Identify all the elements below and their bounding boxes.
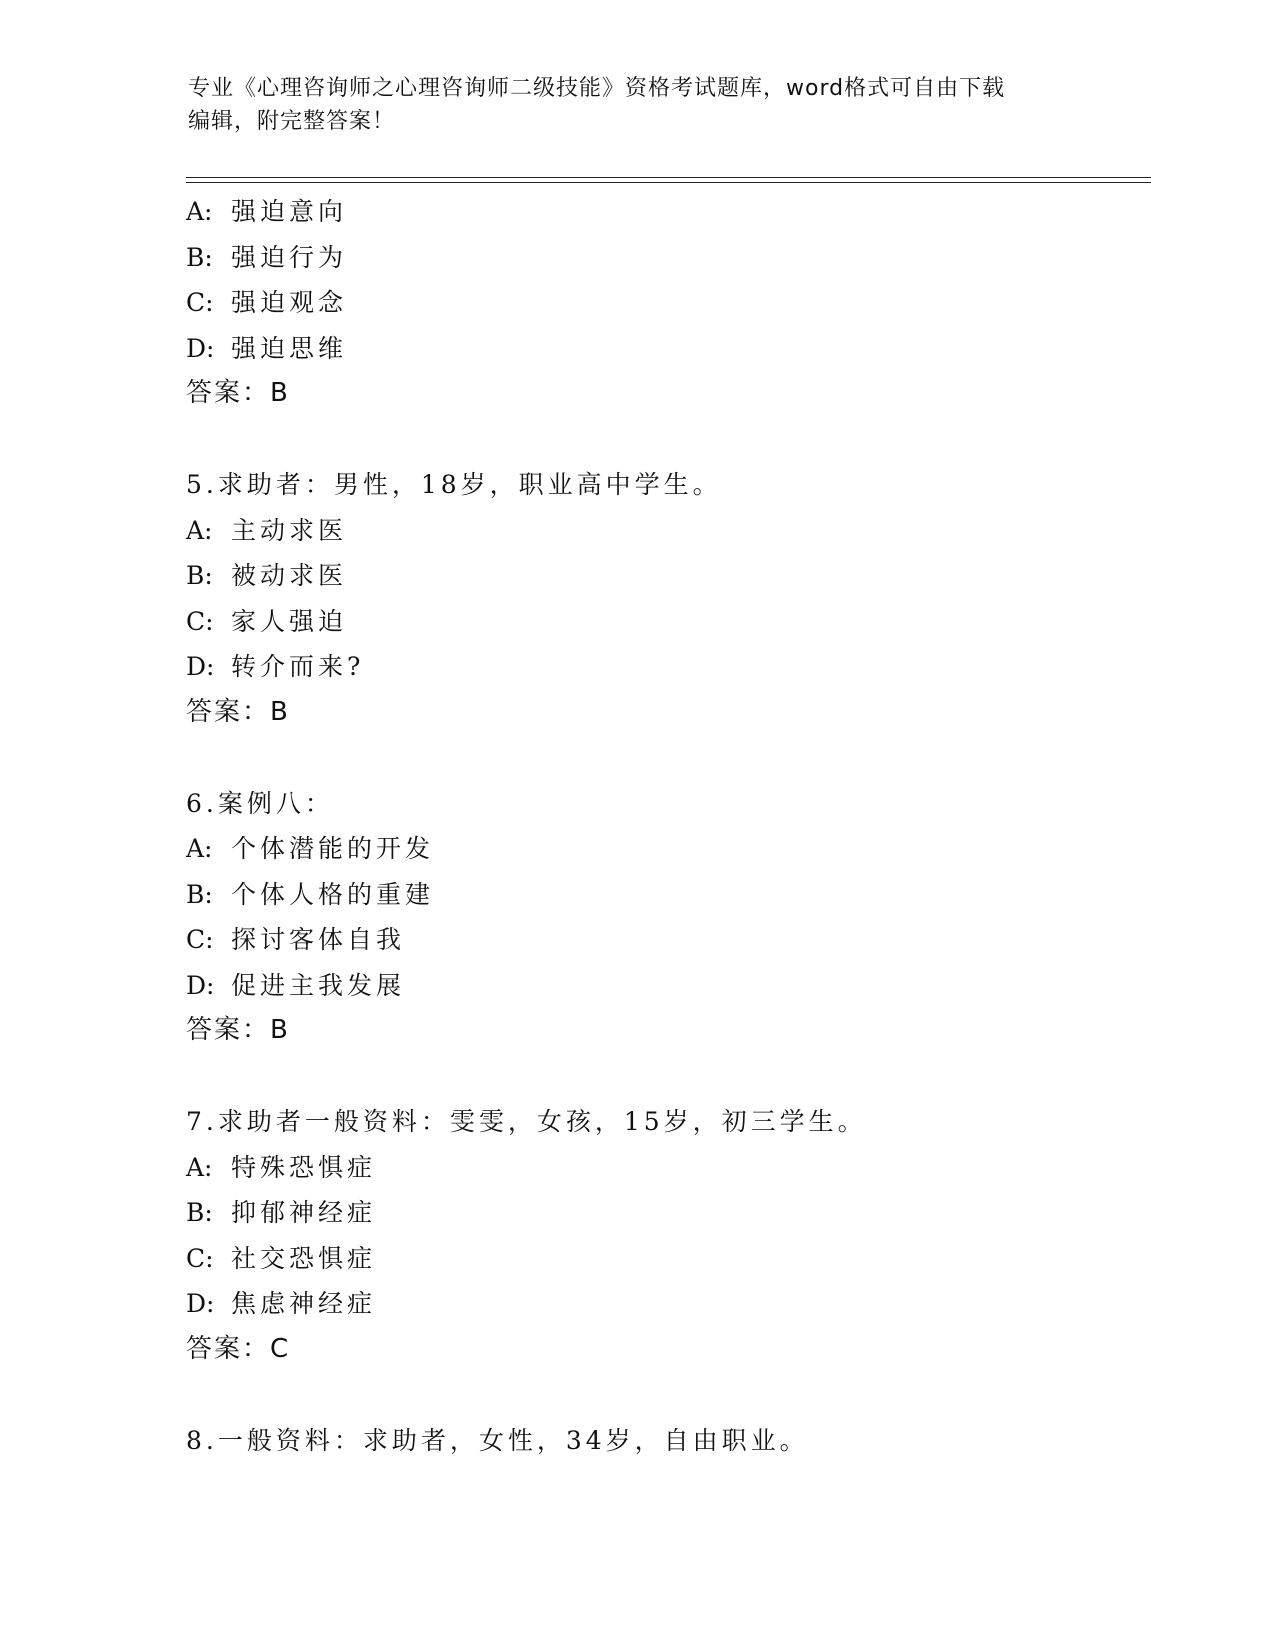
answer-line: 答案：B (186, 1015, 290, 1045)
option-text: 促进主我发展 (231, 970, 406, 1000)
option-b (186, 1190, 1146, 1236)
option-text: 转介而来? (231, 652, 365, 681)
spacer (186, 417, 1146, 463)
option-a (186, 189, 1146, 235)
option-text: 强迫行为 (231, 242, 348, 272)
option-text: 主动求医 (231, 515, 348, 545)
header-line-1: 专业《心理咨询师之心理咨询师二级技能》资格考试题库，word格式可自由下载 (188, 76, 1006, 101)
option-a (186, 508, 1146, 554)
option-a (186, 1145, 1146, 1191)
option-text: 强迫思维 (231, 333, 348, 363)
option-key: C: (186, 288, 214, 317)
option-text: 家人强迫 (231, 606, 348, 636)
question-stem: 6.案例八： (186, 788, 334, 818)
option-text: 被动求医 (231, 561, 348, 590)
option-b (186, 553, 1146, 599)
option-key: B: (186, 242, 213, 272)
spacer (186, 1372, 1146, 1418)
option-c (186, 1236, 1146, 1282)
option-d (186, 1281, 1146, 1327)
question-stem: 7.求助者一般资料：雯雯，女孩，15岁，初三学生。 (186, 1107, 867, 1136)
question-stem: 8.一般资料：求助者，女性，34岁，自由职业。 (186, 1425, 809, 1455)
question-list (186, 189, 1146, 1463)
option-text: 探讨客体自我 (231, 925, 406, 954)
option-text: 特殊恐惧症 (231, 1152, 377, 1182)
option-text: 抑郁神经症 (231, 1198, 377, 1227)
option-d (186, 326, 1146, 372)
option-key: B: (186, 561, 213, 590)
option-key: D: (186, 652, 215, 681)
answer-line: 答案：B (186, 378, 290, 408)
header-divider-top (186, 177, 1151, 178)
option-b (186, 872, 1146, 918)
option-key: D: (186, 1289, 215, 1318)
option-key: D: (186, 333, 215, 363)
option-a (186, 826, 1146, 872)
option-key: A: (186, 515, 213, 545)
option-key: B: (186, 1198, 213, 1227)
option-d (186, 644, 1146, 690)
option-key: C: (186, 606, 214, 636)
spacer (186, 1054, 1146, 1100)
option-key: A: (186, 1152, 213, 1182)
option-b (186, 235, 1146, 281)
option-text: 社交恐惧症 (231, 1243, 377, 1273)
option-text: 个体潜能的开发 (231, 834, 435, 863)
option-key: A: (186, 197, 213, 226)
answer-line: 答案：C (186, 1333, 291, 1364)
option-text: 焦虑神经症 (231, 1289, 377, 1318)
option-text: 个体人格的重建 (231, 879, 435, 909)
question-stem: 5.求助者：男性，18岁，职业高中学生。 (186, 470, 722, 499)
option-text: 强迫意向 (231, 197, 348, 226)
option-c (186, 917, 1146, 963)
header-line-2: 编辑，附完整答案！ (188, 109, 396, 134)
option-key: D: (186, 970, 215, 1000)
spacer (186, 735, 1146, 781)
answer-line: 答案：B (186, 696, 290, 727)
option-key: C: (186, 1243, 214, 1273)
option-text: 强迫观念 (231, 288, 348, 317)
option-c (186, 599, 1146, 645)
option-key: B: (186, 879, 213, 909)
option-c (186, 280, 1146, 326)
document-header (188, 72, 1088, 138)
option-key: C: (186, 925, 214, 954)
header-divider-bottom (186, 182, 1151, 183)
option-key: A: (186, 834, 213, 863)
option-d (186, 963, 1146, 1009)
